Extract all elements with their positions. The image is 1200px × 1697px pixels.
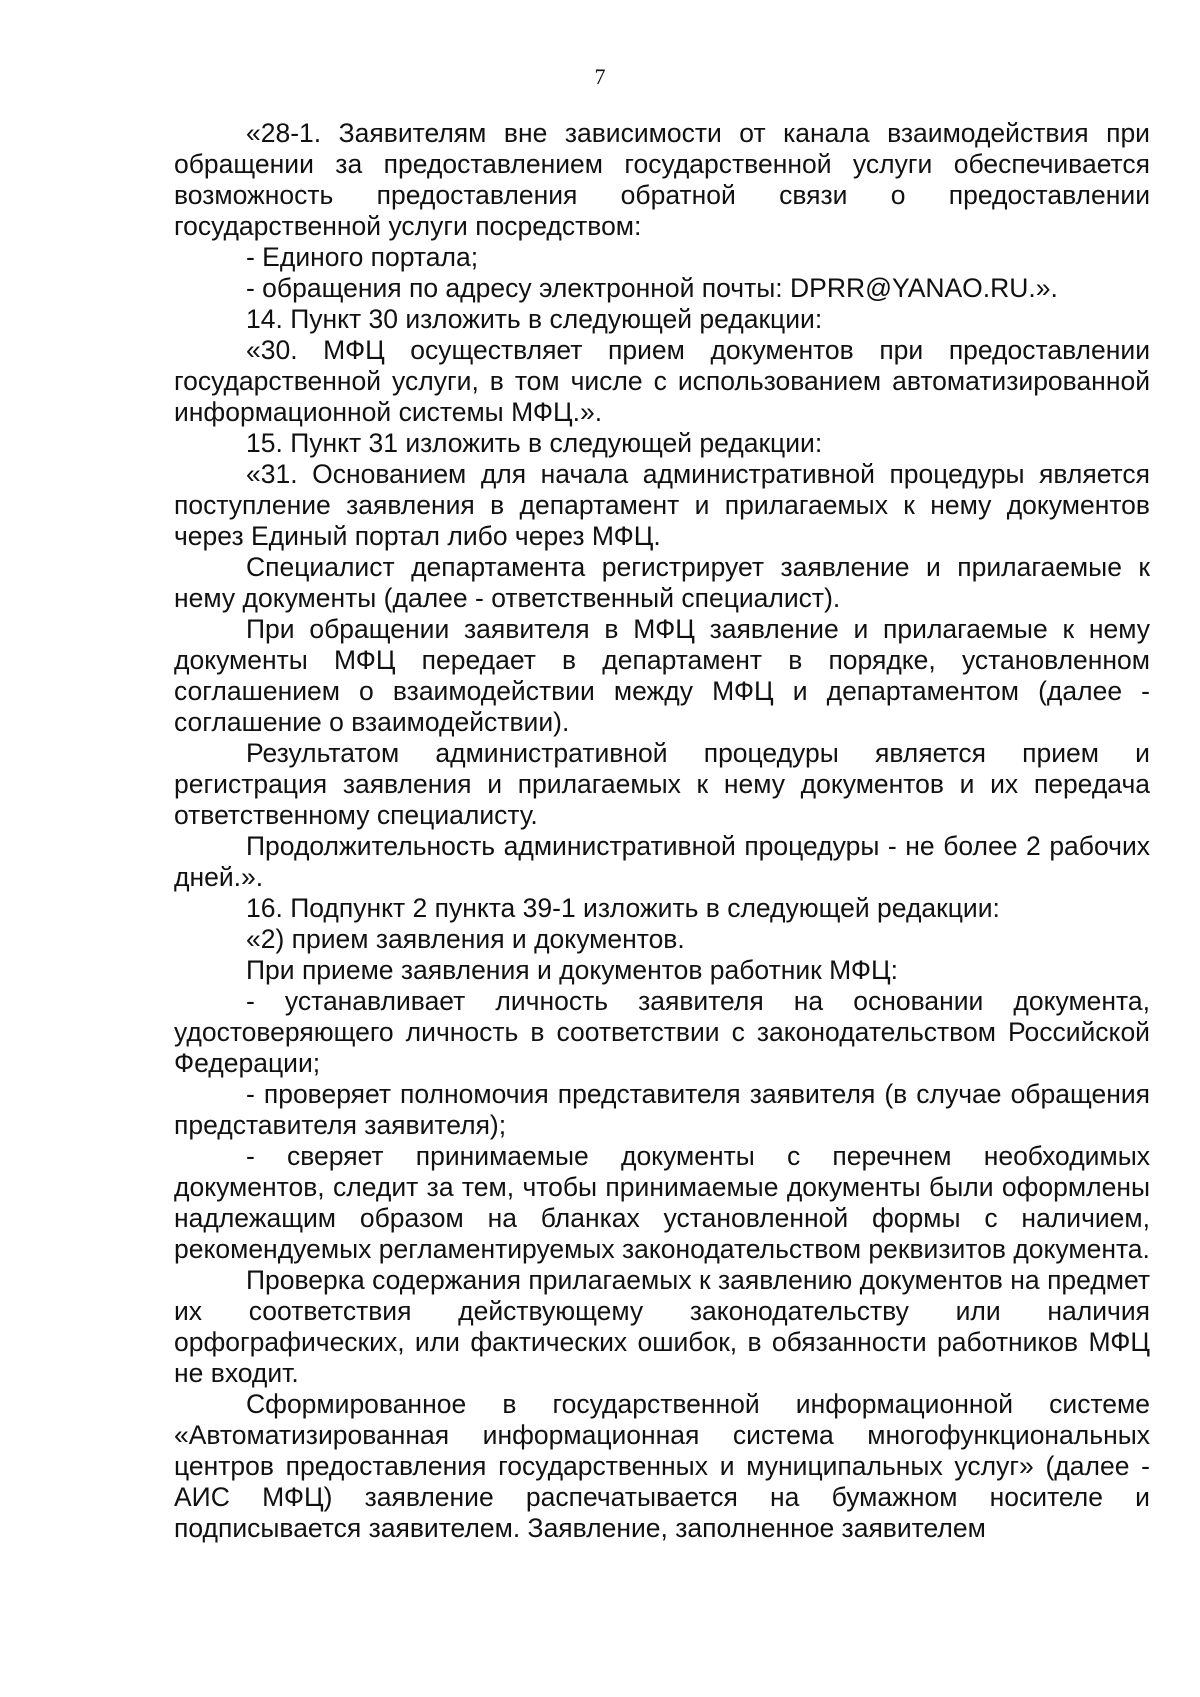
paragraph: 14. Пункт 30 изложить в следующей редакции:: [246, 304, 823, 334]
paragraph: «30. МФЦ осуществляет прием документов при предоставлении государственной услуги, в том числе с использованием автоматизированной информационной системы МФЦ.».: [174, 335, 1150, 427]
paragraph: - сверяет принимаемые документы с перечнем необходимых документов, следит за тем, чтобы принимаемые документы были оформлены надлежащим образом на бланках установленной формы с наличием, рекомендуемых регламентируемых законодательством реквизитов документа.: [174, 1141, 1150, 1264]
paragraph: При обращении заявителя в МФЦ заявление и прилагаемые к нему документы МФЦ передает в департамент в порядке, установленном соглашением о взаимодействии между МФЦ и департаментом (далее - соглашение о взаимодействии).: [174, 614, 1150, 737]
paragraph: 16. Подпункт 2 пункта 39-1 изложить в следующей редакции:: [246, 893, 1000, 923]
paragraph: Сформированное в государственной информационной системе «Автоматизированная информационная система многофункциональных центров предоставления государственных и муниципальных услуг» (далее - АИС МФЦ) заявление распечатывается на бумажном носителе и подписывается заявителем. Заявление, заполненное заявителем: [174, 1389, 1150, 1543]
paragraph: Проверка содержания прилагаемых к заявлению документов на предмет их соответствия действующему законодательству или наличия орфографических, или фактических ошибок, в обязанности работников МФЦ не входит.: [174, 1265, 1150, 1388]
paragraph: «2) прием заявления и документов.: [246, 924, 685, 954]
paragraph: 15. Пункт 31 изложить в следующей редакции:: [246, 428, 823, 458]
paragraph: Результатом административной процедуры является прием и регистрация заявления и прилагаемых к нему документов и их передача ответственному специалисту.: [174, 738, 1150, 830]
paragraph: Специалист департамента регистрирует заявление и прилагаемые к нему документы (далее - ответственный специалист).: [174, 552, 1150, 613]
document-body: [174, 118, 1150, 1544]
paragraph: Продолжительность административной процедуры - не более 2 рабочих дней.».: [174, 831, 1150, 892]
paragraph: - Единого портала;: [246, 242, 479, 272]
page-number: 7: [594, 64, 606, 89]
paragraph: - обращения по адресу электронной почты: DPRR@YANAO.RU.».: [246, 273, 1058, 303]
paragraph: «31. Основанием для начала административной процедуры является поступление заявления в департамент и прилагаемых к нему документов через Единый портал либо через МФЦ.: [174, 459, 1150, 551]
paragraph: - проверяет полномочия представителя заявителя (в случае обращения представителя заявителя);: [174, 1079, 1150, 1140]
paragraph: При приеме заявления и документов работник МФЦ:: [246, 955, 899, 985]
paragraph: «28-1. Заявителям вне зависимости от канала взаимодействия при обращении за предоставлением государственной услуги обеспечивается возможность предоставления обратной связи о предоставлении государственной услуги посредством:: [174, 118, 1150, 241]
paragraph: - устанавливает личность заявителя на основании документа, удостоверяющего личность в соответствии с законодательством Российской Федерации;: [174, 986, 1150, 1078]
